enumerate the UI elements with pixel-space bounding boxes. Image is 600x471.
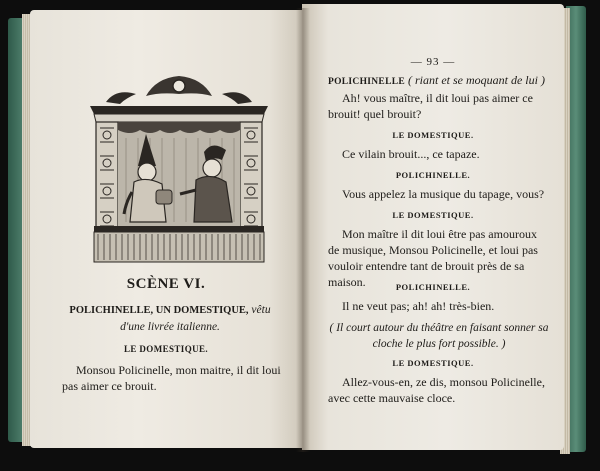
speaker-label: POLICHINELLE. <box>395 170 471 180</box>
dialogue-line: Mon maître il dit loui être pas amouroux de musique, Monsou Policinelle, et loui pas vouloir entendre tant de brouit près de sa maison. <box>328 227 538 289</box>
right-page <box>302 4 564 450</box>
page-number: — 93 — <box>410 56 456 68</box>
dialogue-line: Vous appelez la musique du tapage, vous? <box>342 187 545 201</box>
cast-list <box>60 302 280 335</box>
book-gutter <box>296 8 310 452</box>
dialogue-line: Ce vilain brouit..., ce tapaze. <box>342 147 480 161</box>
stage-direction: ( Il court autour du théâtre en faisant sonner sa cloche le plus fort possible. ) <box>329 322 549 350</box>
cast-description: vêtu d'une livrée italienne. <box>120 304 271 333</box>
puppet-theatre-illustration <box>86 72 272 268</box>
dialogue-line: Ah! vous maître, il dit loui pas aimer ce brouit! quel brouit? <box>328 91 533 121</box>
dialogue-line: Monsou Policinelle, mon maitre, il dit loui pas aimer ce brouit. <box>62 363 281 393</box>
cast-names: POLICHINELLE, UN DOMESTIQUE, <box>69 305 249 316</box>
scene-title: SCÈNE VI. <box>126 276 206 292</box>
stage-aside: ( riant et se moquant de lui ) <box>407 73 545 87</box>
speaker-label: LE DOMESTIQUE. <box>392 130 474 140</box>
speaker-label: POLICHINELLE. <box>395 282 471 292</box>
speaker-label: LE DOMESTIQUE. <box>392 210 474 220</box>
left-page <box>30 10 302 448</box>
dialogue-line: Il ne veut pas; ah! ah! très-bien. <box>342 299 495 313</box>
dialogue-line: Allez-vous-en, ze dis, monsou Policinelle, avec cette mauvaise cloce. <box>328 375 545 405</box>
speaker-label: LE DOMESTIQUE. <box>123 344 209 354</box>
speaker-label: LE DOMESTIQUE. <box>392 358 474 368</box>
speaker-heading <box>328 72 550 90</box>
speaker-name: POLICHINELLE <box>328 77 405 87</box>
